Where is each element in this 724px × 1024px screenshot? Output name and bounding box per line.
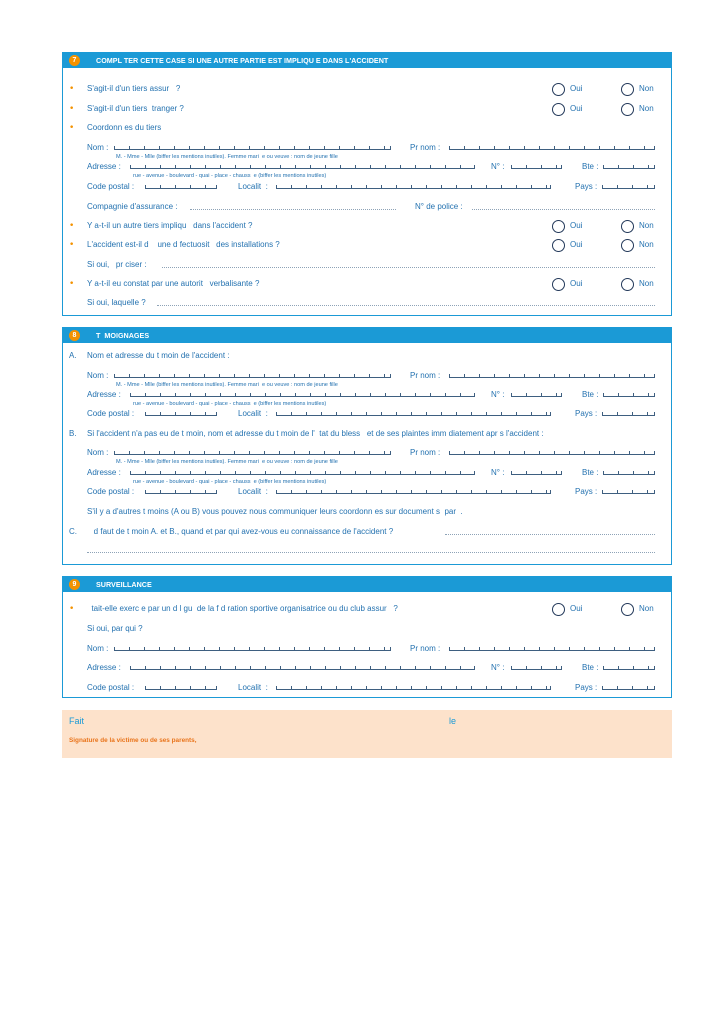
connaissance-field-line-2[interactable]: [87, 552, 655, 553]
tiers-numero-label: N° :: [491, 162, 505, 171]
surveillant-bte-field[interactable]: [603, 666, 655, 670]
temoin-a-nom-caption: M. - Mme - Mlle (biffer les mentions inutiles). Femme mari e ou veuve : nom de jeune fille: [116, 382, 338, 388]
tiers-nom-field[interactable]: [114, 146, 391, 150]
section-9-surveillance: [62, 576, 672, 698]
radio-tiers-etranger-non[interactable]: [621, 103, 634, 116]
section-9-title: SURVEILLANCE: [96, 580, 152, 589]
radio-label-oui: Oui: [570, 279, 583, 288]
bullet-icon: •: [69, 604, 75, 614]
section-8-number-badge: 8: [69, 330, 80, 341]
temoin-b-pays-label: Pays :: [575, 487, 598, 496]
radio-autre-tiers-oui[interactable]: [552, 220, 565, 233]
item-b-marker: B.: [69, 429, 77, 438]
radio-label-non: Non: [639, 279, 654, 288]
temoin-b-nom-caption: M. - Mme - Mlle (biffer les mentions inutiles). Femme mari e ou veuve : nom de jeune fille: [116, 459, 338, 465]
temoin-b-prenom-field[interactable]: [449, 451, 655, 455]
temoin-a-adresse-caption: rue - avenue - boulevard - quai - place - chauss e (biffer les mentions inutiles): [133, 401, 327, 407]
radio-defectuosite-oui[interactable]: [552, 239, 565, 252]
question-autre-tiers: Y a-t-il un autre tiers impliqu dans l'accident ?: [87, 221, 253, 230]
date-le-label: le: [449, 716, 457, 726]
laquelle-field[interactable]: [157, 305, 655, 306]
temoin-a-code-postal-field[interactable]: [145, 412, 217, 416]
radio-autre-tiers-non[interactable]: [621, 220, 634, 233]
surveillant-adresse-label: Adresse :: [87, 663, 121, 672]
tiers-adresse-field[interactable]: [130, 165, 475, 169]
connaissance-question: d faut de t moin A. et B., quand et par qui avez-vous eu connaissance de l'accident ?: [87, 527, 394, 536]
radio-constat-non[interactable]: [621, 278, 634, 291]
tiers-code-postal-field[interactable]: [145, 185, 217, 189]
section-8-title: T MOIGNAGES: [96, 331, 150, 340]
radio-surveillance-oui[interactable]: [552, 603, 565, 616]
connaissance-field[interactable]: [445, 534, 655, 535]
surveillant-localite-label: Localit :: [238, 683, 268, 692]
temoin-b-localite-field[interactable]: [276, 490, 551, 494]
section-9-header: [63, 577, 671, 592]
radio-label-non: Non: [639, 221, 654, 230]
other-witnesses-note: S'il y a d'autres t moins (A ou B) vous pouvez nous communiquer leurs coordonn es sur document s par .: [87, 507, 463, 516]
temoin-b-prenom-label: Pr nom :: [410, 448, 441, 457]
temoin-a-localite-field[interactable]: [276, 412, 551, 416]
surveillant-localite-field[interactable]: [276, 686, 551, 690]
bullet-icon: •: [69, 240, 75, 250]
bullet-icon: •: [69, 104, 75, 114]
surveillant-prenom-field[interactable]: [449, 647, 655, 651]
tiers-nom-label: Nom :: [87, 143, 109, 152]
radio-label-oui: Oui: [570, 84, 583, 93]
coordonnees-tiers-heading: Coordonn es du tiers: [87, 123, 162, 132]
radio-constat-oui[interactable]: [552, 278, 565, 291]
temoin-b-adresse-field[interactable]: [130, 471, 475, 475]
bullet-icon: •: [69, 123, 75, 133]
temoin-a-nom-label: Nom :: [87, 371, 109, 380]
temoin-a-bte-label: Bte :: [582, 390, 599, 399]
bullet-icon: •: [69, 221, 75, 231]
numero-police-field[interactable]: [472, 209, 655, 210]
temoin-b-code-postal-field[interactable]: [145, 490, 217, 494]
question-constat: Y a-t-il eu constat par une autorit verbalisante ?: [87, 279, 260, 288]
radio-label-non: Non: [639, 604, 654, 613]
surveillant-code-postal-field[interactable]: [145, 686, 217, 690]
radio-surveillance-non[interactable]: [621, 603, 634, 616]
radio-label-non: Non: [639, 84, 654, 93]
preciser-field[interactable]: [162, 267, 655, 268]
surveillant-code-postal-label: Code postal :: [87, 683, 135, 692]
tiers-bte-label: Bte :: [582, 162, 599, 171]
tiers-prenom-field[interactable]: [449, 146, 655, 150]
radio-label-oui: Oui: [570, 221, 583, 230]
temoin-b-localite-label: Localit :: [238, 487, 268, 496]
surveillant-pays-label: Pays :: [575, 683, 598, 692]
temoin-a-code-postal-label: Code postal :: [87, 409, 135, 418]
surveillant-numero-label: N° :: [491, 663, 505, 672]
compagnie-assurance-label: Compagnie d'assurance :: [87, 202, 178, 211]
temoin-b-code-postal-label: Code postal :: [87, 487, 135, 496]
temoin-b-adresse-caption: rue - avenue - boulevard - quai - place - chauss e (biffer les mentions inutiles): [133, 479, 327, 485]
item-c-marker: C.: [69, 527, 77, 536]
temoin-b-heading: Si l'accident n'a pas eu de t moin, nom et adresse du t moin de l' tat du bless et de ses plaintes imm diatement apr s l'accident :: [87, 429, 544, 438]
tiers-pays-label: Pays :: [575, 182, 598, 191]
tiers-code-postal-label: Code postal :: [87, 182, 135, 191]
temoin-a-pays-label: Pays :: [575, 409, 598, 418]
temoin-a-numero-label: N° :: [491, 390, 505, 399]
temoin-a-bte-field[interactable]: [603, 393, 655, 397]
laquelle-label: Si oui, laquelle ?: [87, 298, 146, 307]
fait-label: Fait: [69, 716, 85, 726]
radio-label-oui: Oui: [570, 240, 583, 249]
temoin-a-prenom-field[interactable]: [449, 374, 655, 378]
temoin-a-numero-field[interactable]: [511, 393, 562, 397]
temoin-a-adresse-field[interactable]: [130, 393, 475, 397]
section-7-other-party: [62, 52, 672, 316]
radio-label-non: Non: [639, 104, 654, 113]
radio-tiers-etranger-oui[interactable]: [552, 103, 565, 116]
surveillant-prenom-label: Pr nom :: [410, 644, 441, 653]
section-8-header: [63, 328, 671, 343]
temoin-b-numero-field[interactable]: [511, 471, 562, 475]
radio-tiers-assure-non[interactable]: [621, 83, 634, 96]
radio-label-oui: Oui: [570, 604, 583, 613]
signature-box[interactable]: [62, 710, 672, 758]
radio-tiers-assure-oui[interactable]: [552, 83, 565, 96]
radio-defectuosite-non[interactable]: [621, 239, 634, 252]
section-8-temoignages: [62, 327, 672, 565]
temoin-b-pays-field[interactable]: [602, 490, 655, 494]
temoin-b-adresse-label: Adresse :: [87, 468, 121, 477]
compagnie-assurance-field[interactable]: [190, 209, 396, 210]
tiers-numero-field[interactable]: [511, 165, 562, 169]
question-tiers-assure: S'agit-il d'un tiers assur ?: [87, 84, 181, 93]
tiers-adresse-caption: rue - avenue - boulevard - quai - place - chauss e (biffer les mentions inutiles): [133, 173, 327, 179]
temoin-a-heading: Nom et adresse du t moin de l'accident :: [87, 351, 230, 360]
temoin-a-nom-field[interactable]: [114, 374, 391, 378]
question-defectuosite: L'accident est-il d une d fectuosit des installations ?: [87, 240, 280, 249]
temoin-b-nom-label: Nom :: [87, 448, 109, 457]
tiers-localite-field[interactable]: [276, 185, 551, 189]
temoin-a-adresse-label: Adresse :: [87, 390, 121, 399]
surveillant-nom-field[interactable]: [114, 647, 391, 651]
temoin-a-pays-field[interactable]: [602, 412, 655, 416]
signature-label: Signature de la victime ou de ses parents,: [69, 737, 197, 744]
tiers-nom-caption: M. - Mme - Mlle (biffer les mentions inutiles). Femme mari e ou veuve : nom de jeune fille: [116, 154, 338, 160]
section-7-number-badge: 7: [69, 55, 80, 66]
section-7-title: COMPL TER CETTE CASE SI UNE AUTRE PARTIE EST IMPLIQU E DANS L'ACCIDENT: [96, 56, 389, 65]
bullet-icon: •: [69, 84, 75, 94]
par-qui-label: Si oui, par qui ?: [87, 624, 143, 633]
item-a-marker: A.: [69, 351, 77, 360]
question-tiers-etranger: S'agit-il d'un tiers tranger ?: [87, 104, 184, 113]
temoin-b-nom-field[interactable]: [114, 451, 391, 455]
section-7-header: [63, 53, 671, 68]
temoin-b-numero-label: N° :: [491, 468, 505, 477]
tiers-prenom-label: Pr nom :: [410, 143, 441, 152]
surveillant-pays-field[interactable]: [602, 686, 655, 690]
surveillant-adresse-field[interactable]: [130, 666, 475, 670]
temoin-b-bte-field[interactable]: [603, 471, 655, 475]
radio-label-oui: Oui: [570, 104, 583, 113]
temoin-b-bte-label: Bte :: [582, 468, 599, 477]
question-surveillance-exercee: tait-elle exerc e par un d l gu de la f d ration sportive organisatrice ou du club assur ?: [87, 604, 398, 613]
preciser-label: Si oui, pr ciser :: [87, 260, 147, 269]
tiers-adresse-label: Adresse :: [87, 162, 121, 171]
tiers-bte-field[interactable]: [603, 165, 655, 169]
surveillant-numero-field[interactable]: [511, 666, 562, 670]
temoin-a-prenom-label: Pr nom :: [410, 371, 441, 380]
tiers-pays-field[interactable]: [602, 185, 655, 189]
tiers-localite-label: Localit :: [238, 182, 268, 191]
radio-label-non: Non: [639, 240, 654, 249]
surveillant-nom-label: Nom :: [87, 644, 109, 653]
bullet-icon: •: [69, 279, 75, 289]
temoin-a-localite-label: Localit :: [238, 409, 268, 418]
numero-police-label: N° de police :: [415, 202, 463, 211]
surveillant-bte-label: Bte :: [582, 663, 599, 672]
section-9-number-badge: 9: [69, 579, 80, 590]
